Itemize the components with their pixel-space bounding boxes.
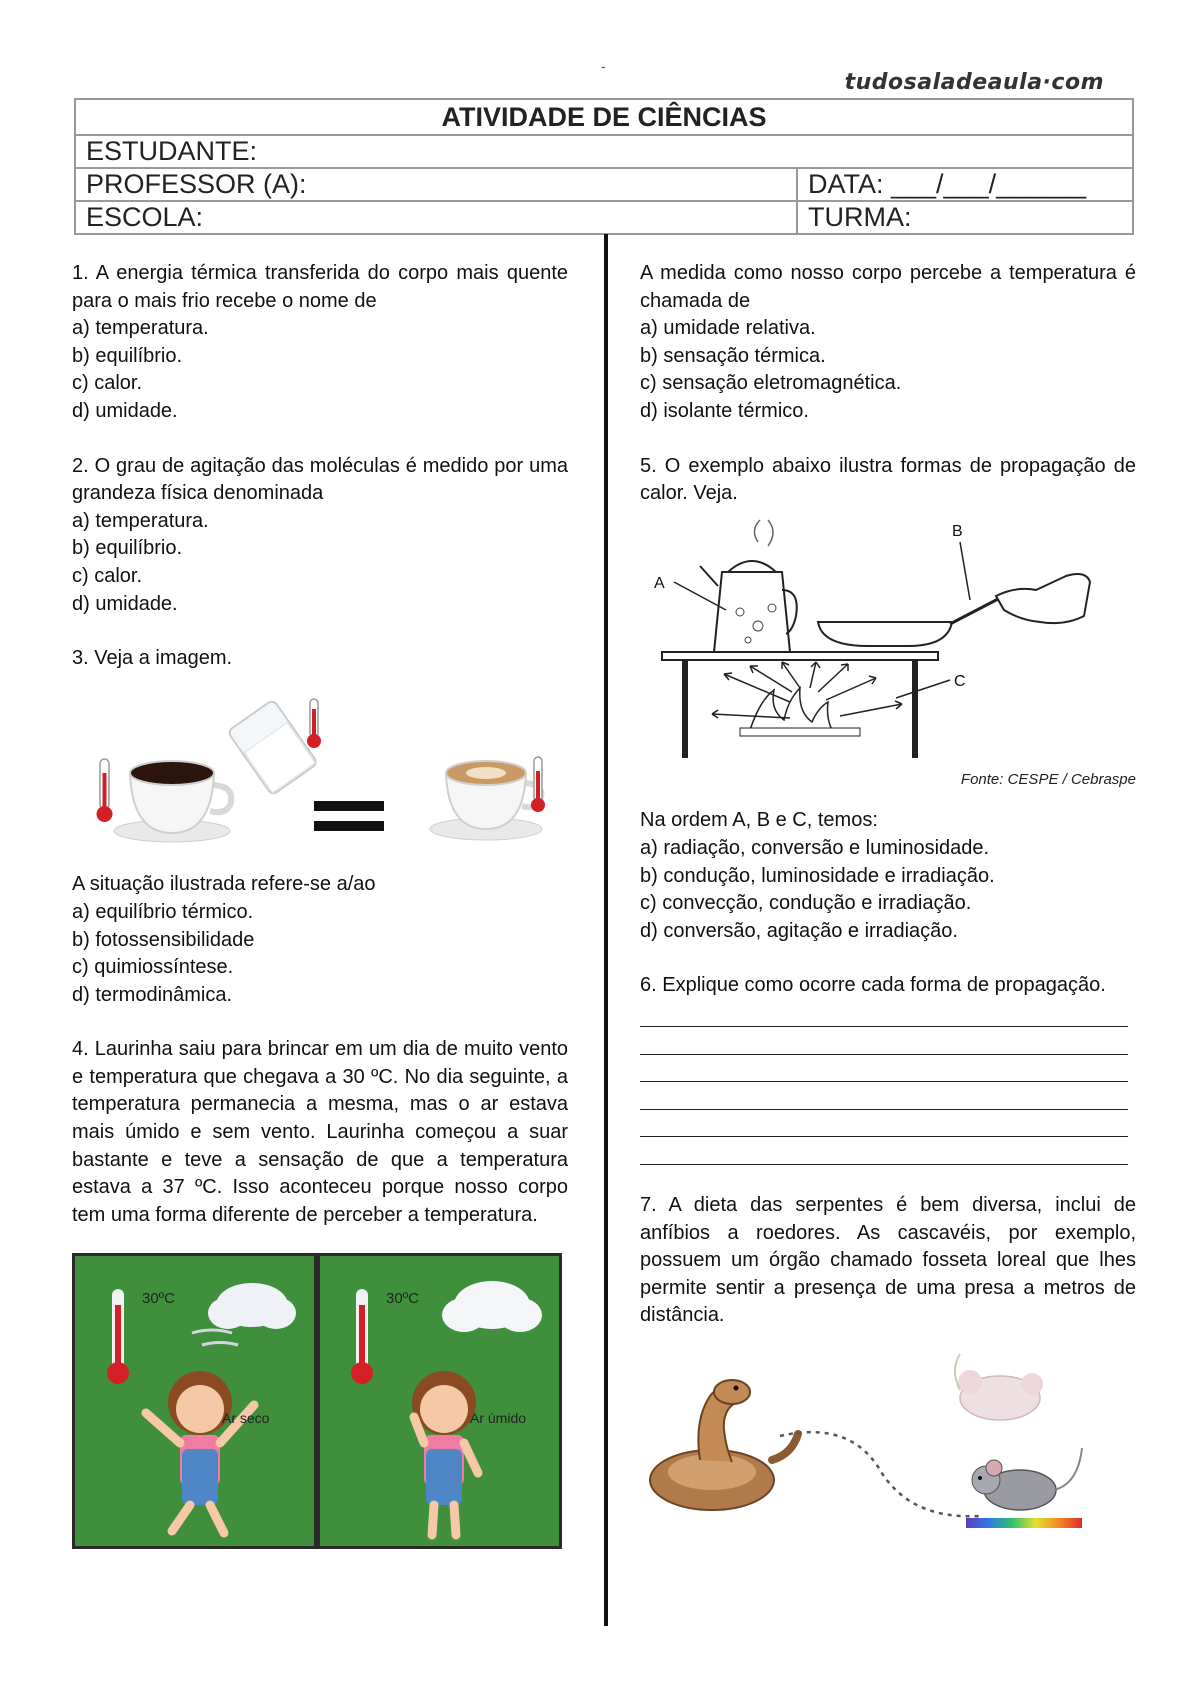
question-4b-option-c: c) sensação eletromagnética. xyxy=(640,372,902,395)
thermometer-icon xyxy=(97,759,113,822)
answer-line[interactable] xyxy=(640,1137,1128,1165)
left-panel-temp: 30ºC xyxy=(142,1290,175,1308)
answer-line[interactable] xyxy=(640,1082,1128,1110)
question-4b-option-d: d) isolante térmico. xyxy=(640,399,809,422)
question-5-option-c: c) convecção, condução e irradiação. xyxy=(640,892,972,915)
worksheet-header xyxy=(74,98,1134,235)
right-panel-temp: 30ºC xyxy=(386,1290,419,1308)
question-3 xyxy=(72,645,568,871)
question-1-text: 1. A energia térmica transferida do corpo mais quente para o mais frio recebe o nome de xyxy=(72,262,568,312)
dotted-path xyxy=(780,1432,980,1516)
coffee-milk-illustration xyxy=(72,673,568,863)
class-field: TURMA: xyxy=(797,201,1133,234)
label-b: B xyxy=(952,522,963,540)
question-4b-option-b: b) sensação térmica. xyxy=(640,344,826,367)
question-5-prompt: Na ordem A, B e C, temos: xyxy=(640,809,878,832)
top-mark: - xyxy=(601,58,606,74)
question-6 xyxy=(640,972,1136,1165)
mouse-heat-icon xyxy=(955,1354,1043,1420)
heat-propagation-diagram xyxy=(640,512,1136,764)
hand-icon xyxy=(996,574,1090,623)
question-1 xyxy=(72,260,568,426)
worksheet-title: ATIVIDADE DE CIÊNCIAS xyxy=(75,99,1133,135)
question-7-text: 7. A dieta das serpentes é bem diversa, inclui de anfíbios a roedores. As cascavéis, por exemplo, possuem um órgão chamado fosseta loreal que lhes permite sentir a presença de uma presa a metros de distância. xyxy=(640,1193,1136,1327)
humidity-illustration xyxy=(72,1253,562,1549)
left-panel-caption: Ar seco xyxy=(222,1410,270,1427)
question-3-text: A situação ilustrada refere-se a/ao xyxy=(72,873,376,896)
question-4b-option-a: a) umidade relativa. xyxy=(640,317,816,340)
question-2-option-a: a) temperatura. xyxy=(72,509,209,532)
question-2 xyxy=(72,453,568,619)
right-panel-caption: Ar úmido xyxy=(470,1410,527,1427)
question-2-option-c: c) calor. xyxy=(72,564,143,587)
answer-line[interactable] xyxy=(640,1110,1128,1138)
question-5-body xyxy=(640,807,1136,945)
answer-line[interactable] xyxy=(640,1027,1128,1055)
date-field: DATA: ___/___/______ xyxy=(797,168,1133,201)
answer-line[interactable] xyxy=(640,1055,1128,1083)
question-5-option-d: d) conversão, agitação e irradiação. xyxy=(640,919,958,942)
rattlesnake-icon xyxy=(650,1380,798,1510)
question-5-text: 5. O exemplo abaixo ilustra formas de propagação de calor. Veja. xyxy=(640,454,1136,505)
question-3-body xyxy=(72,871,568,1009)
question-1-option-d: d) umidade. xyxy=(72,399,178,422)
answer-line[interactable] xyxy=(640,1000,1128,1028)
teacher-field: PROFESSOR (A): xyxy=(75,168,797,201)
student-field: ESTUDANTE: xyxy=(75,135,1133,168)
question-5 xyxy=(640,453,1136,794)
question-7 xyxy=(640,1192,1136,1330)
thermometer-icon xyxy=(307,699,321,748)
question-3-option-d: d) termodinâmica. xyxy=(72,983,233,1006)
question-5-option-b: b) condução, luminosidade e irradiação. xyxy=(640,864,995,887)
kettle-icon xyxy=(700,561,797,652)
site-watermark: tudosaladeaula·com xyxy=(844,70,1104,95)
label-c: C xyxy=(954,672,966,690)
question-4b-text: A medida como nosso corpo percebe a temperatura é chamada de xyxy=(640,262,1136,312)
milk-glass-icon xyxy=(227,699,318,795)
question-1-option-a: a) temperatura. xyxy=(72,317,209,340)
question-4 xyxy=(72,1036,568,1229)
question-1-option-b: b) equilíbrio. xyxy=(72,344,183,367)
frying-pan-icon xyxy=(818,598,1000,646)
question-4-text: 4. Laurinha saiu para brincar em um dia de muito vento e temperatura que chegava a 30 ºC. No dia seguinte, a temperatura permanecia a mesma, mas o ar estava mais úmido e sem vento. Laurinha começou a suar bastante e teve a sensação de que a temperatura estava a 37 ºC. Isso aconteceu porque nosso corpo tem uma forma diferente de perceber a temperatura. xyxy=(72,1038,568,1226)
question-3-option-b: b) fotossensibilidade xyxy=(72,928,255,951)
question-4-continued xyxy=(640,260,1136,426)
image-source: Fonte: CESPE / Cebraspe xyxy=(960,770,1136,788)
question-2-text: 2. O grau de agitação das moléculas é medido por uma grandeza física denominada xyxy=(72,454,568,505)
column-divider xyxy=(604,234,608,1626)
question-6-text: 6. Explique como ocorre cada forma de propagação. xyxy=(640,974,1106,997)
question-1-option-c: c) calor. xyxy=(72,372,143,395)
question-2-option-d: d) umidade. xyxy=(72,592,178,615)
snake-mouse-illustration xyxy=(640,1340,1136,1560)
question-3-option-a: a) equilíbrio térmico. xyxy=(72,900,254,923)
coffee-cup-icon xyxy=(114,761,231,842)
school-field: ESCOLA: xyxy=(75,201,797,234)
question-5-option-a: a) radiação, conversão e luminosidade. xyxy=(640,836,990,859)
radiation-arrows xyxy=(712,662,902,718)
question-2-option-b: b) equilíbrio. xyxy=(72,537,183,560)
mouse-icon xyxy=(972,1448,1082,1510)
left-column xyxy=(72,260,568,1549)
equals-icon xyxy=(314,801,384,831)
right-column xyxy=(640,260,1136,1560)
fire-icon xyxy=(740,688,860,736)
question-3-option-c: c) quimiossíntese. xyxy=(72,956,234,979)
question-3-intro: 3. Veja a imagem. xyxy=(72,647,233,670)
heat-spectrum-bar xyxy=(966,1518,1082,1528)
latte-cup-icon xyxy=(430,761,542,840)
label-a: A xyxy=(654,574,665,592)
